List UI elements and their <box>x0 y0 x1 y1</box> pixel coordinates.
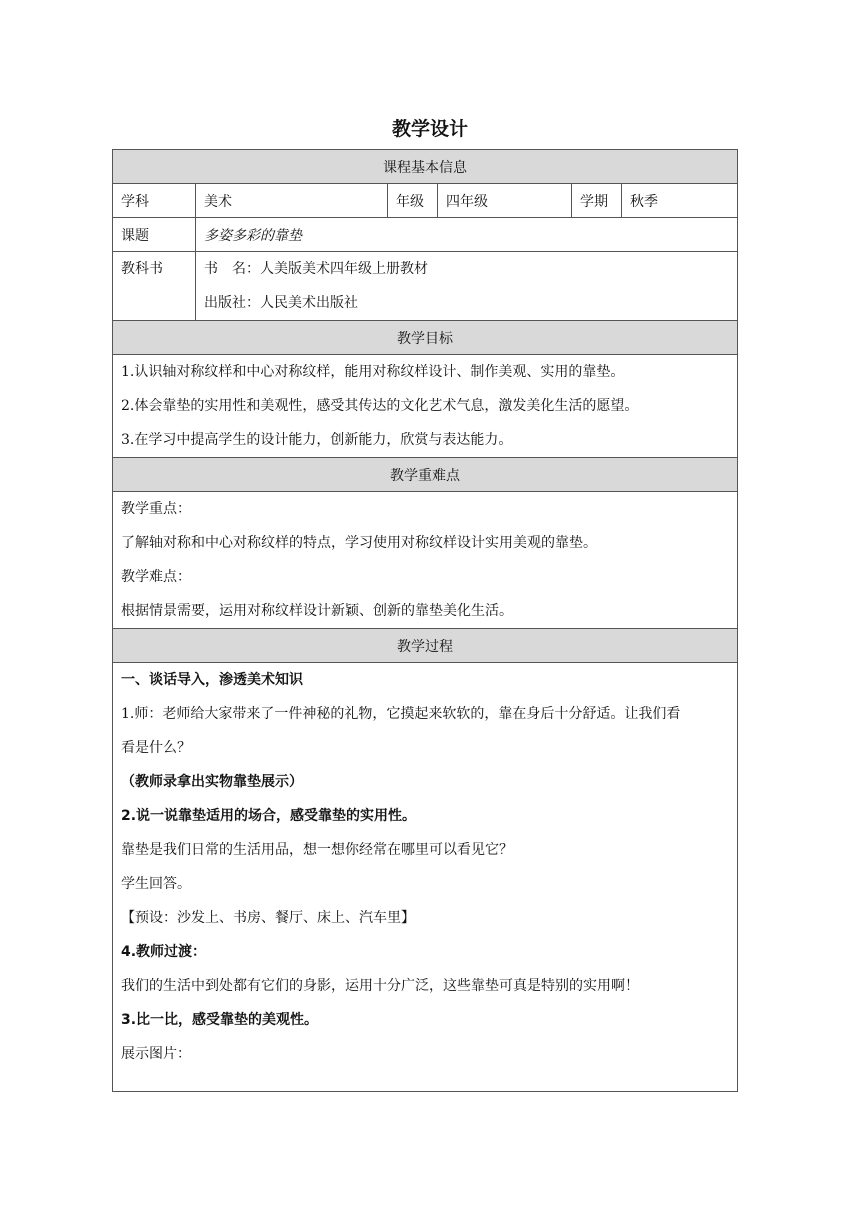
document-title: 教学设计 <box>391 118 468 140</box>
focus-label: 教学重点： <box>121 501 191 517</box>
book-name-line <box>204 252 729 286</box>
lesson-plan-table <box>112 149 738 1092</box>
process-line: 展示图片： <box>121 1046 191 1062</box>
process-line: 【预设：沙发上、书房、餐厅、床上、汽车里】 <box>121 910 415 926</box>
goal-item: 2.体会靠垫的实用性和美观性，感受其传达的文化艺术气息，激发美化生活的愿望。 <box>121 398 639 414</box>
publisher-value: 人民美术出版社 <box>260 295 358 311</box>
process-subheading: 4.教师过渡： <box>121 944 207 960</box>
section-header-basic-info: 课程基本信息 <box>113 150 738 184</box>
textbook-details <box>196 252 738 321</box>
difficulty-text: 根据情景需要，运用对称纹样设计新颖、创新的靠垫美化生活。 <box>121 603 513 619</box>
process-line: 学生回答。 <box>121 876 191 892</box>
process-subheading: 2.说一说靠垫适用的场合，感受靠垫的实用性。 <box>121 808 417 824</box>
process-line: 1.师：老师给大家带来了一件神秘的礼物，它摸起来软软的，靠在身后十分舒适。让我们看 <box>121 706 681 722</box>
section-header-goals: 教学目标 <box>113 321 738 355</box>
topic-label: 课题 <box>113 218 196 252</box>
section-header-key-points: 教学重难点 <box>113 458 738 492</box>
process-subheading: 3.比一比，感受靠垫的美观性。 <box>121 1012 319 1028</box>
book-name-value: 人美版美术四年级上册教材 <box>260 261 428 277</box>
process-line-bold: （教师录拿出实物靠垫展示） <box>121 774 303 790</box>
subject-label: 学科 <box>113 184 196 218</box>
section-header-process: 教学过程 <box>113 629 738 663</box>
difficulty-label: 教学难点： <box>121 569 191 585</box>
goal-item: 1.认识轴对称纹样和中心对称纹样，能用对称纹样设计、制作美观、实用的靠垫。 <box>121 364 625 380</box>
term-value: 秋季 <box>622 184 738 218</box>
goals-content <box>113 355 738 458</box>
topic-value: 多姿多彩的靠垫 <box>196 218 738 252</box>
process-content <box>113 663 738 1092</box>
textbook-label: 教科书 <box>113 252 196 321</box>
blank-space <box>121 1071 729 1091</box>
key-points-content <box>113 492 738 629</box>
process-line: 看是什么？ <box>121 740 191 756</box>
term-label: 学期 <box>572 184 622 218</box>
grade-value: 四年级 <box>438 184 572 218</box>
publisher-key: 出版社： <box>204 295 260 311</box>
process-line: 我们的生活中到处都有它们的身影，运用十分广泛，这些靠垫可真是特别的实用啊！ <box>121 978 639 994</box>
process-heading: 一、谈话导入，渗透美术知识 <box>121 672 303 688</box>
process-line: 靠垫是我们日常的生活用品，想一想你经常在哪里可以看见它？ <box>121 842 513 858</box>
goal-item: 3.在学习中提高学生的设计能力，创新能力，欣赏与表达能力。 <box>121 432 513 448</box>
book-name-key: 书 名： <box>204 261 260 277</box>
subject-value: 美术 <box>196 184 388 218</box>
grade-label: 年级 <box>388 184 438 218</box>
publisher-line <box>204 286 729 320</box>
focus-text: 了解轴对称和中心对称纹样的特点，学习使用对称纹样设计实用美观的靠垫。 <box>121 535 597 551</box>
